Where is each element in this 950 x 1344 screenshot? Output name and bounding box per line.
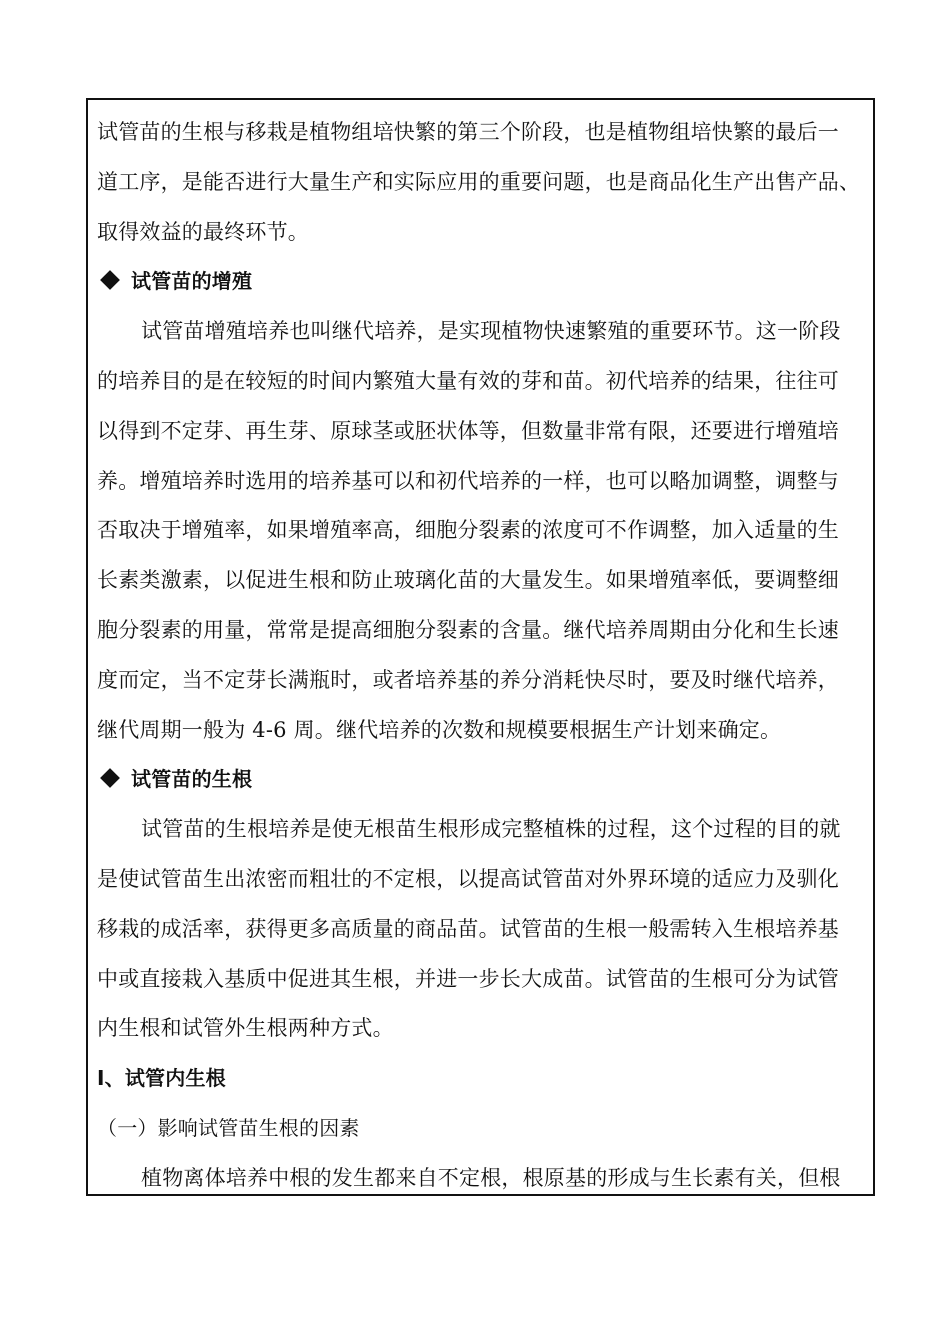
paragraph-line: 继代周期一般为 4-6 周。继代培养的次数和规模要根据生产计划来确定。 (97, 717, 782, 742)
paragraph-line: 以得到不定芽、再生芽、原球茎或胚状体等，但数量非常有限，还要进行增殖培 (97, 418, 839, 443)
paragraph-line: 植物离体培养中根的发生都来自不定根，根原基的形成与生长素有关，但根 (141, 1165, 841, 1190)
section-heading-proliferation (97, 257, 869, 307)
section-heading-rooting (97, 755, 869, 805)
diamond-bullet-icon (100, 768, 120, 788)
paragraph-line: 长素类激素，以促进生根和防止玻璃化苗的大量发生。如果增殖率低，要调整细 (97, 568, 839, 593)
paragraph-line: 移栽的成活率，获得更多高质量的商品苗。试管苗的生根一般需转入生根培养基 (97, 916, 839, 941)
paragraph-line: 试管苗的生根培养是使无根苗生根形成完整植株的过程，这个过程的目的就 (141, 817, 841, 842)
document-frame (86, 98, 875, 1196)
intro-line: 试管苗的生根与移栽是植物组培快繁的第三个阶段，也是植物组培快繁的最后一 (97, 120, 839, 144)
paragraph-line: 养。增殖培养时选用的培养基可以和初代培养的一样，也可以略加调整，调整与 (97, 468, 839, 493)
intro-line: 取得效益的最终环节。 (97, 219, 309, 244)
paragraph-line: 中或直接栽入基质中促进其生根，并进一步长大成苗。试管苗的生根可分为试管 (97, 966, 839, 991)
document-body (97, 108, 869, 1196)
paragraph-line: 内生根和试管外生根两种方式。 (97, 1016, 394, 1041)
subsection-heading: Ⅰ、试管内生根 (97, 1066, 226, 1091)
paragraph-line: 胞分裂素的用量，常常是提高细胞分裂素的含量。继代培养周期由分化和生长速 (97, 617, 839, 642)
paragraph-line: 度而定，当不定芽长满瓶时，或者培养基的养分消耗快尽时，要及时继代培养， (97, 667, 839, 692)
section-heading-text: 试管苗的生根 (131, 767, 253, 792)
section-heading-text: 试管苗的增殖 (131, 269, 253, 294)
item-heading: （一）影响试管苗生根的因素 (97, 1115, 360, 1140)
intro-line: 道工序，是能否进行大量生产和实际应用的重要问题，也是商品化生产出售产品、 (97, 169, 861, 194)
paragraph-line: 否取决于增殖率，如果增殖率高，细胞分裂素的浓度可不作调整，加入适量的生 (97, 518, 839, 543)
paragraph-line: 是使试管苗生出浓密而粗壮的不定根，以提高试管苗对外界环境的适应力及驯化 (97, 866, 839, 891)
paragraph-line: 试管苗增殖培养也叫继代培养，是实现植物快速繁殖的重要环节。这一阶段 (141, 319, 841, 344)
paragraph-line: 的培养目的是在较短的时间内繁殖大量有效的芽和苗。初代培养的结果，往往可 (97, 368, 839, 393)
diamond-bullet-icon (100, 270, 120, 290)
